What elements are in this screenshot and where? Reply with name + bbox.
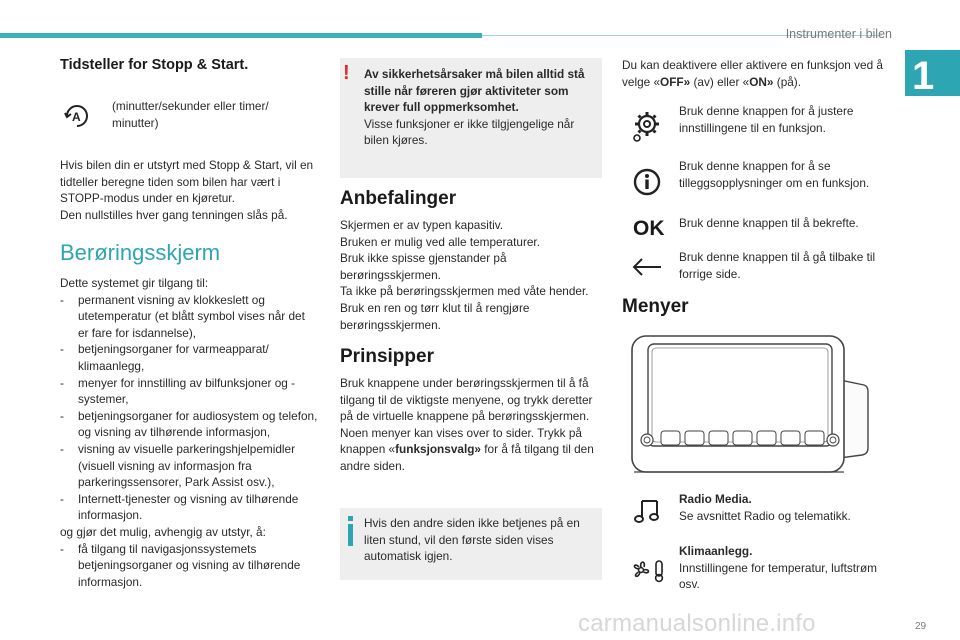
warning-icon: ! xyxy=(343,62,350,84)
optional-intro: og gjør det mulig, avhengig av utstyr, å: xyxy=(60,524,266,539)
touchscreen-intro: Dette systemet gir tilgang til: xyxy=(60,276,209,290)
off-label: OFF» xyxy=(660,74,691,89)
list-item: - få tilgang til navigasjonssystemets betjeningsorganer og visning av tilhørende informasjon. xyxy=(60,541,318,591)
header-accent-line xyxy=(0,33,482,38)
ok-icon: OK xyxy=(633,217,665,240)
touchscreen-list-block xyxy=(60,275,318,590)
on-label: ON» xyxy=(749,74,774,89)
info-icon-dot xyxy=(348,516,353,521)
timer-text: (minutter/sekunder eller timer/ minutter) xyxy=(112,99,269,130)
touchscreen-illustration xyxy=(628,330,878,480)
info-text: Hvis den andre siden ikke betjenes på en liten stund, vil den første siden vises automatisk igjen. xyxy=(364,516,580,564)
music-note-icon xyxy=(633,496,663,526)
onoff-text-3: (på). xyxy=(773,74,802,89)
optional-list xyxy=(60,541,318,591)
onoff-text-2: (av) eller « xyxy=(690,74,750,89)
principles-text-part2: for å få tilgang til den andre siden. xyxy=(340,442,594,473)
info-icon xyxy=(348,524,353,546)
list-item: - Internett-tjenester og visning av tilhørende informasjon. xyxy=(60,491,318,524)
recommend-text: Skjermen er av typen kapasitiv. Bruken er mulig ved alle temperaturer. Bruk ikke spisse gjenstander på berøringsskjermen. Ta ikke på berøringsskjermen med våte hender. Bruk en ren og tørr klut til å rengjøre berøringsskjermen. xyxy=(340,218,589,332)
list-item: - visning av visuelle parkeringshjelpemidler (visuell visning av informasjon fra parkeringssensorer, Park Assist osv.), xyxy=(60,441,318,491)
stopstart-heading: Tidsteller for Stopp & Start. xyxy=(60,57,249,73)
warning-text: Visse funksjoner er ikke tilgjengelige når bilen kjøres. xyxy=(364,116,575,148)
onoff-text-1: Du kan deaktivere eller aktivere en funksjon ved å velge « xyxy=(622,58,883,89)
warning-bold-text: Av sikkerhetsårsaker må bilen alltid stå stille når føreren gjør aktiviteter som krever full oppmerksomhet. xyxy=(364,67,585,115)
info-button-text: Bruk denne knappen for å se tilleggsopplysninger om en funksjon. xyxy=(679,159,870,190)
chapter-number: 1 xyxy=(912,54,935,98)
list-item: - betjeningsorganer for varmeapparat/ klimaanlegg, xyxy=(60,341,318,374)
recommend-heading: Anbefalinger xyxy=(340,188,457,209)
page-number: 29 xyxy=(915,621,927,632)
onoff-intro xyxy=(622,57,887,90)
climate-icon xyxy=(628,557,672,583)
ok-text: Bruk denne knappen til å bekrefte. xyxy=(679,216,859,230)
stopstart-paragraph: Hvis bilen din er utstyrt med Stopp & Start, vil en tidteller beregne tiden som bilen har vært i STOPP-modus under en kjøretur. Den nullstilles hver gang tenningen slås på. xyxy=(60,158,314,222)
climate-title: Klimaanlegg. xyxy=(679,544,753,558)
principles-heading: Prinsipper xyxy=(340,346,434,367)
radio-block xyxy=(679,491,889,524)
section-title: Instrumenter i bilen xyxy=(785,27,892,41)
timer-a-icon xyxy=(62,101,92,131)
radio-text: Se avsnittet Radio og telematikk. xyxy=(679,508,851,523)
climate-text: Innstillingene for temperatur, luftstrøm osv. xyxy=(679,560,878,592)
back-arrow-icon xyxy=(631,256,663,278)
touchscreen-heading: Berøringsskjerm xyxy=(60,240,221,265)
svg-text:A: A xyxy=(72,110,81,124)
list-item: - permanent visning av klokkeslett og utetemperatur (et blått symbol vises når det er fare for isdannelse), xyxy=(60,292,318,342)
list-item: - betjeningsorganer for audiosystem og telefon, og visning av tilhørende informasjon, xyxy=(60,408,318,441)
back-text: Bruk denne knappen til å gå tilbake til forrige side. xyxy=(679,250,876,281)
settings-text: Bruk denne knappen for å justere innstillingene til en funksjon. xyxy=(679,104,854,135)
info-circle-icon xyxy=(633,168,661,196)
climate-block xyxy=(679,543,889,593)
principles-text-part1: Bruk knappene under berøringsskjermen til å få tilgang til de viktigste menyene, og trykk deretter på de virtuelle knappene på berøringsskjermen. Noen menyer kan vises over to sider. Trykk på knappen « xyxy=(340,376,593,457)
principles-bold: funksjonsvalg» xyxy=(395,442,481,457)
warning-content xyxy=(364,66,594,149)
radio-title: Radio Media. xyxy=(679,492,752,506)
principles-text xyxy=(340,375,600,475)
settings-gear-icon xyxy=(631,109,661,145)
menus-heading: Menyer xyxy=(622,296,689,317)
list-item: - menyer for innstilling av bilfunksjoner og -systemer, xyxy=(60,375,318,408)
feature-list xyxy=(60,292,318,524)
watermark: carmanualsonline.info xyxy=(578,610,816,637)
